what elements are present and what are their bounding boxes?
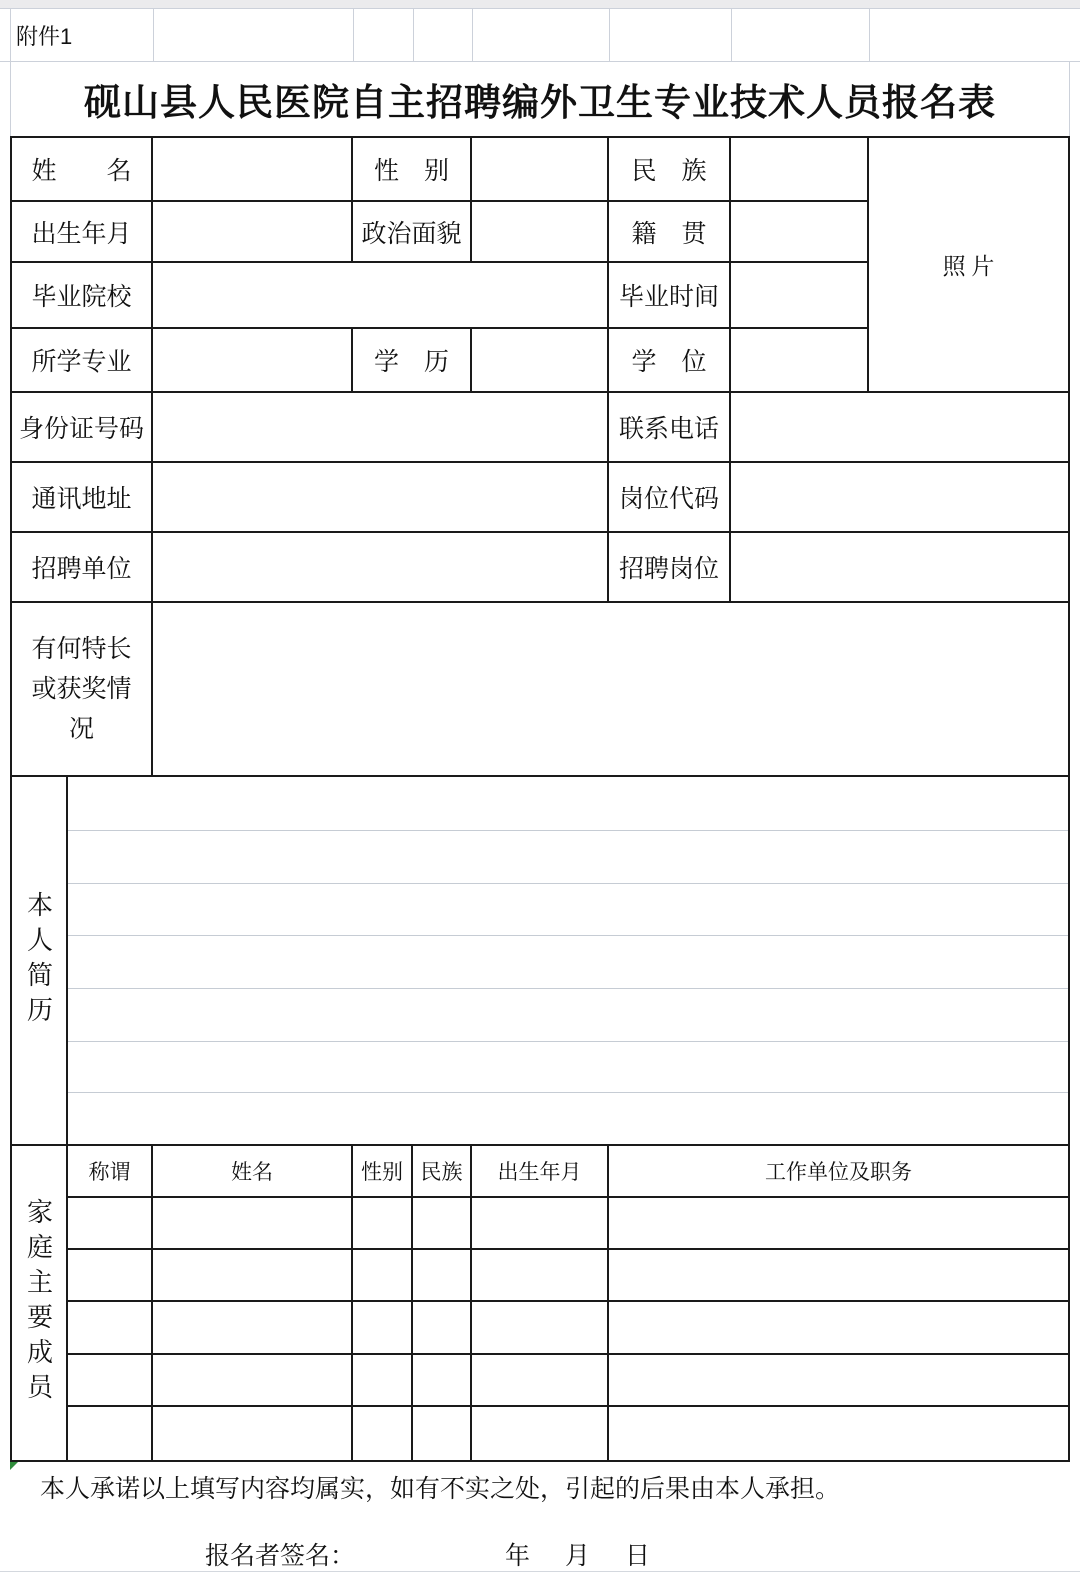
attachment-label: 附件1 xyxy=(16,23,73,49)
id-number-label: 身份证号码 xyxy=(12,393,153,463)
political-label: 政治面貌 xyxy=(353,202,472,263)
gridline-bottom xyxy=(0,1571,1080,1572)
phone-input-cell[interactable] xyxy=(731,393,1068,463)
name-label: 姓 名 xyxy=(12,138,153,202)
family-row-cell[interactable] xyxy=(353,1407,413,1460)
recruit-unit-input-cell[interactable] xyxy=(153,533,609,603)
native-place-input-cell[interactable] xyxy=(731,202,869,263)
resume-rule-line xyxy=(68,830,1068,831)
family-row-cell[interactable] xyxy=(472,1407,609,1460)
form-table xyxy=(10,136,1070,1462)
post-code-input-cell[interactable] xyxy=(731,463,1068,533)
family-header-gender: 性别 xyxy=(353,1146,413,1198)
family-row-cell[interactable] xyxy=(472,1198,609,1250)
family-row-cell[interactable] xyxy=(153,1250,353,1302)
phone-label: 联系电话 xyxy=(609,393,731,463)
education-label: 学 历 xyxy=(353,329,472,393)
family-row-cell[interactable] xyxy=(472,1302,609,1355)
family-header-birth: 出生年月 xyxy=(472,1146,609,1198)
family-row-cell[interactable] xyxy=(353,1198,413,1250)
family-row-cell[interactable] xyxy=(609,1198,1068,1250)
gridline-v3 xyxy=(413,8,414,62)
family-row-cell[interactable] xyxy=(68,1250,153,1302)
family-row-cell[interactable] xyxy=(413,1198,472,1250)
school-input-cell[interactable] xyxy=(153,263,609,329)
native-place-label: 籍 贯 xyxy=(609,202,731,263)
recruit-post-label: 招聘岗位 xyxy=(609,533,731,603)
political-input-cell[interactable] xyxy=(472,202,609,263)
specialty-label: 有何特长或获奖情况 xyxy=(12,603,153,777)
page-title: 砚山县人民医院自主招聘编外卫生专业技术人员报名表 xyxy=(84,83,996,124)
family-row-cell[interactable] xyxy=(68,1407,153,1460)
birth-label: 出生年月 xyxy=(12,202,153,263)
resume-input-area[interactable] xyxy=(68,777,1068,1146)
degree-label: 学 位 xyxy=(609,329,731,393)
address-input-cell[interactable] xyxy=(153,463,609,533)
id-number-input-cell[interactable] xyxy=(153,393,609,463)
family-row-cell[interactable] xyxy=(353,1355,413,1407)
major-label: 所学专业 xyxy=(12,329,153,393)
resume-rule-line xyxy=(68,1041,1068,1042)
family-row-cell[interactable] xyxy=(353,1302,413,1355)
family-row-cell[interactable] xyxy=(472,1250,609,1302)
family-row-cell[interactable] xyxy=(413,1250,472,1302)
family-label xyxy=(12,1146,68,1460)
family-row-cell[interactable] xyxy=(609,1302,1068,1355)
family-label-text: 家庭主要成员 xyxy=(23,1198,54,1408)
gender-input-cell[interactable] xyxy=(472,138,609,202)
resume-rule-line xyxy=(68,1092,1068,1093)
specialty-input-cell[interactable] xyxy=(153,603,1068,777)
family-row-cell[interactable] xyxy=(609,1407,1068,1460)
family-row-cell[interactable] xyxy=(153,1198,353,1250)
gender-label: 性 别 xyxy=(353,138,472,202)
resume-label-text: 本人简历 xyxy=(23,890,54,1031)
school-label: 毕业院校 xyxy=(12,263,153,329)
grad-time-label: 毕业时间 xyxy=(609,263,731,329)
family-row-cell[interactable] xyxy=(68,1302,153,1355)
commitment-text: 本人承诺以上填写内容均属实，如有不实之处，引起的后果由本人承担。 xyxy=(40,1475,841,1503)
grad-time-input-cell[interactable] xyxy=(731,263,869,329)
gridline-v7 xyxy=(869,8,870,62)
family-row-cell[interactable] xyxy=(609,1355,1068,1407)
birth-input-cell[interactable] xyxy=(153,202,353,263)
family-header-relation: 称谓 xyxy=(68,1146,153,1198)
family-row-cell[interactable] xyxy=(68,1355,153,1407)
gridline-top xyxy=(0,8,1080,9)
gridline-v5 xyxy=(609,8,610,62)
recruit-unit-label: 招聘单位 xyxy=(12,533,153,603)
excel-corner-marker xyxy=(10,1462,18,1470)
gridline-v4 xyxy=(472,8,473,62)
family-row-cell[interactable] xyxy=(413,1407,472,1460)
ethnic-label: 民 族 xyxy=(609,138,731,202)
gridline-v1 xyxy=(153,8,154,62)
signature-label: 报名者签名： xyxy=(205,1542,356,1570)
family-row-cell[interactable] xyxy=(472,1355,609,1407)
family-row-cell[interactable] xyxy=(153,1407,353,1460)
family-header-ethnic: 民族 xyxy=(413,1146,472,1198)
resume-rule-line xyxy=(68,988,1068,989)
date-label: 年 月 日 xyxy=(505,1542,656,1570)
photo-cell[interactable]: 照 片 xyxy=(869,138,1068,393)
recruit-post-input-cell[interactable] xyxy=(731,533,1068,603)
top-edge-strip xyxy=(0,0,1080,8)
family-row-cell[interactable] xyxy=(68,1198,153,1250)
gridline-v6 xyxy=(731,8,732,62)
gridline-v2 xyxy=(353,8,354,62)
ethnic-input-cell[interactable] xyxy=(731,138,869,202)
family-header-name: 姓名 xyxy=(153,1146,353,1198)
major-input-cell[interactable] xyxy=(153,329,353,393)
post-code-label: 岗位代码 xyxy=(609,463,731,533)
family-row-cell[interactable] xyxy=(353,1250,413,1302)
family-header-workunit: 工作单位及职务 xyxy=(609,1146,1068,1198)
resume-rule-line xyxy=(68,883,1068,884)
family-row-cell[interactable] xyxy=(413,1355,472,1407)
family-row-cell[interactable] xyxy=(153,1302,353,1355)
degree-input-cell[interactable] xyxy=(731,329,869,393)
resume-rule-line xyxy=(68,935,1068,936)
family-row-cell[interactable] xyxy=(153,1355,353,1407)
education-input-cell[interactable] xyxy=(472,329,609,393)
family-row-cell[interactable] xyxy=(413,1302,472,1355)
name-input-cell[interactable] xyxy=(153,138,353,202)
address-label: 通讯地址 xyxy=(12,463,153,533)
family-row-cell[interactable] xyxy=(609,1250,1068,1302)
resume-label xyxy=(12,777,68,1146)
